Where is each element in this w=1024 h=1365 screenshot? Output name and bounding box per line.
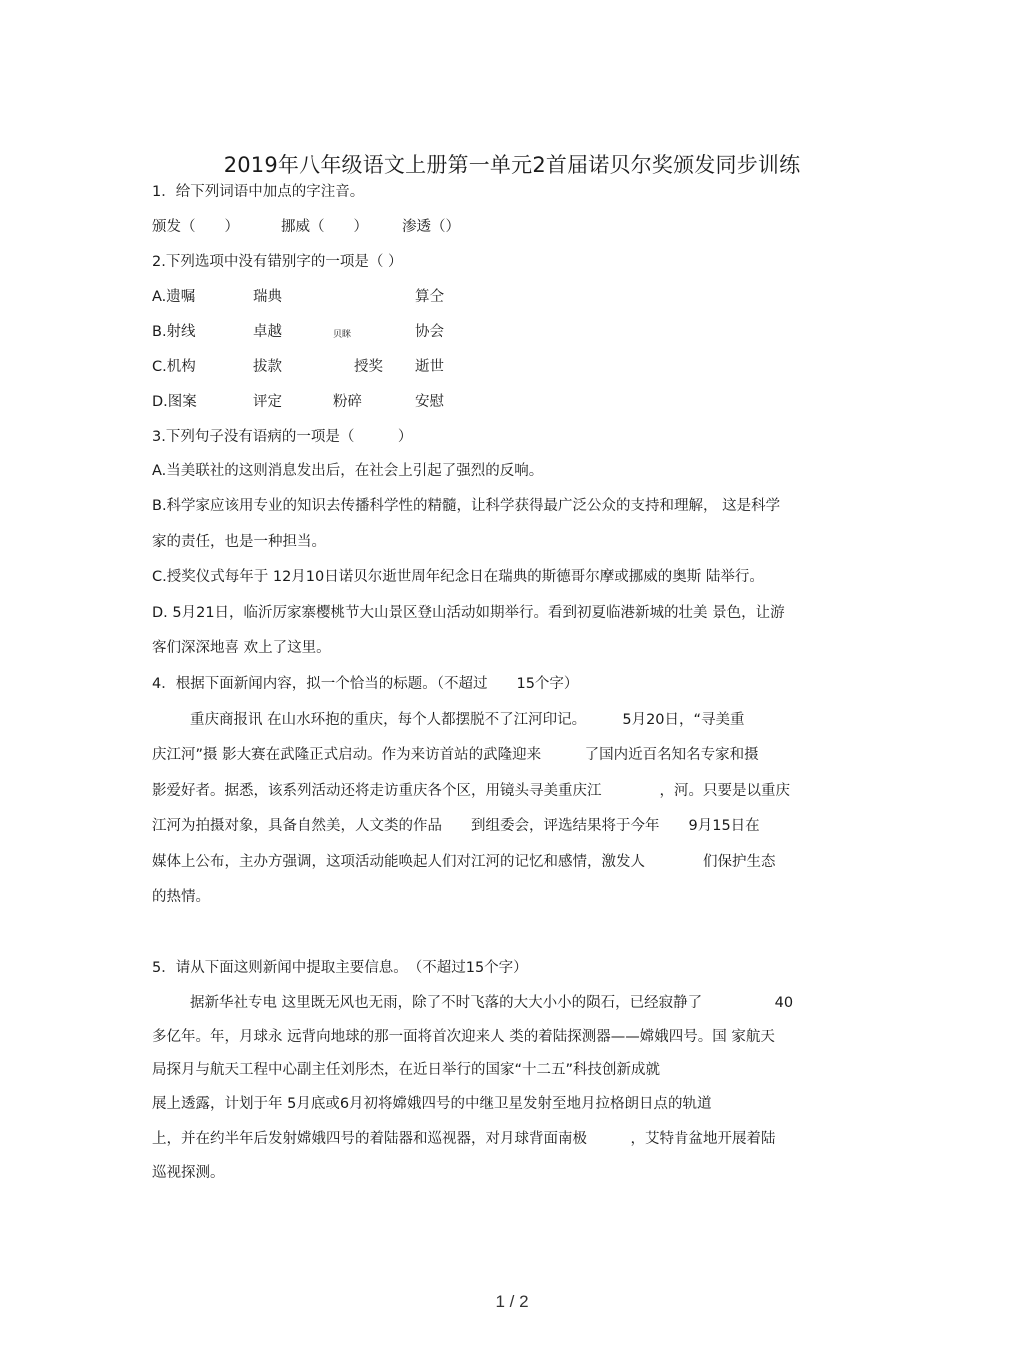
q2-option-b-word-2: 卓越 — [253, 324, 282, 340]
q2-option-c-word-3: 授奖 — [354, 359, 383, 375]
q3-stem: 3.下列句子没有语病的一项是（ ） — [152, 429, 413, 445]
q2-option-b-label: B.射线 — [152, 324, 196, 340]
q2-stem: 2.下列选项中没有错别字的一项是（ ） — [152, 254, 403, 270]
q3-option-c: C.授奖仪式每年于 12月10日诺贝尔逝世周年纪念日在瑞典的斯德哥尔摩或挪威的奥斯 陆举行。 — [152, 569, 764, 585]
q4-passage-line-1: 重庆商报讯 在山水环抱的重庆，每个人都摆脱不了江河印记。 5月20日，“寻美重 — [190, 712, 745, 728]
q1-word-1: 颁发（ ） — [152, 219, 239, 235]
q5-passage-line-5: 上，并在约半年后发射嫦娥四号的着陆器和巡视器，对月球背面南极 ，艾特肯盆地开展着陆 — [152, 1131, 776, 1147]
q4-stem: 4．根据下面新闻内容，拟一个恰当的标题。（不超过 15个字） — [152, 676, 579, 692]
q4-passage-line-4: 江河为拍摄对象，具备自然美，人文类的作品 到组委会，评选结果将于今年 9月15日在 — [152, 818, 760, 834]
q4-passage-line-2: 庆江河”摄 影大赛在武隆正式启动。作为来访首站的武隆迎来 了国内近百名知名专家和摄 — [152, 747, 759, 763]
q5-passage-line-6: 巡视探测。 — [152, 1165, 225, 1181]
q3-option-a: A.当美联社的这则消息发出后，在社会上引起了强烈的反响。 — [152, 463, 544, 479]
q5-passage-line-1: 据新华社专电 这里既无风也无雨，除了不时飞落的大大小小的陨石，已经寂静了 40 — [190, 995, 794, 1011]
q2-option-b-word-4: 协会 — [415, 324, 444, 340]
q2-option-c-label: C.机构 — [152, 359, 196, 375]
q2-option-a-word-4: 算仝 — [415, 289, 444, 305]
q2-option-a-label: A.遗嘱 — [152, 289, 196, 305]
q5-passage-line-2: 多亿年。年，月球永 远背向地球的那一面将首次迎来人 类的着陆探测器——嫦娥四号。国 家航天 — [152, 1029, 775, 1045]
q3-option-d-line-2: 客们深深地喜 欢上了这里。 — [152, 640, 331, 656]
page-number: 1 / 2 — [495, 1292, 529, 1311]
q5-passage-line-4: 展上透露，计划于年 5月底或6月初将嫦娥四号的中继卫星发射至地月拉格朗日点的轨道 — [152, 1096, 712, 1112]
q5-stem: 5．请从下面这则新闻中提取主要信息。 （不超过15个字） — [152, 960, 528, 976]
q2-option-d-word-2: 评定 — [253, 394, 282, 410]
q2-option-d-word-4: 安慰 — [415, 394, 444, 410]
q3-option-b-line-2: 家的责任，也是一种担当。 — [152, 534, 326, 550]
q4-passage-line-3: 影爱好者。据悉，该系列活动还将走访重庆各个区，用镜头寻美重庆江 ，河。只要是以重庆 — [152, 783, 790, 799]
q2-option-d-label: D.图案 — [152, 394, 197, 410]
q2-option-d-word-3: 粉碎 — [333, 394, 362, 410]
q1-stem: 1．给下列词语中加点的字注音。 — [152, 184, 365, 200]
q1-word-3: 渗透（） — [402, 219, 460, 235]
q5-passage-line-3: 局探月与航天工程中心副主任刘彤杰，在近日举行的国家“十二五”科技创新成就 — [152, 1062, 661, 1078]
document-title: 2019年八年级语文上册第一单元2首届诺贝尔奖颁发同步训练 — [223, 153, 801, 177]
q2-option-c-word-4: 逝世 — [415, 359, 444, 375]
q4-passage-line-6: 的热情。 — [152, 889, 210, 905]
q2-option-c-word-2: 拔款 — [253, 359, 282, 375]
q3-option-b-line-1: B.科学家应该用专业的知识去传播科学性的精髓，让科学获得最广泛公众的支持和理解， 这是科学 — [152, 498, 781, 514]
q2-option-b-word-3: 贝眯 — [333, 330, 352, 340]
q3-option-d-line-1: D. 5月21日，临沂厉家寨樱桃节大山景区登山活动如期举行。看到初夏临港新城的壮美 景色，让游 — [152, 605, 785, 621]
q2-option-a-word-2: 瑞典 — [253, 289, 282, 305]
q4-passage-line-5: 媒体上公布，主办方强调，这项活动能唤起人们对江河的记忆和感情，激发人 们保护生态 — [152, 854, 776, 870]
q1-word-2: 挪威（ ） — [281, 219, 368, 235]
